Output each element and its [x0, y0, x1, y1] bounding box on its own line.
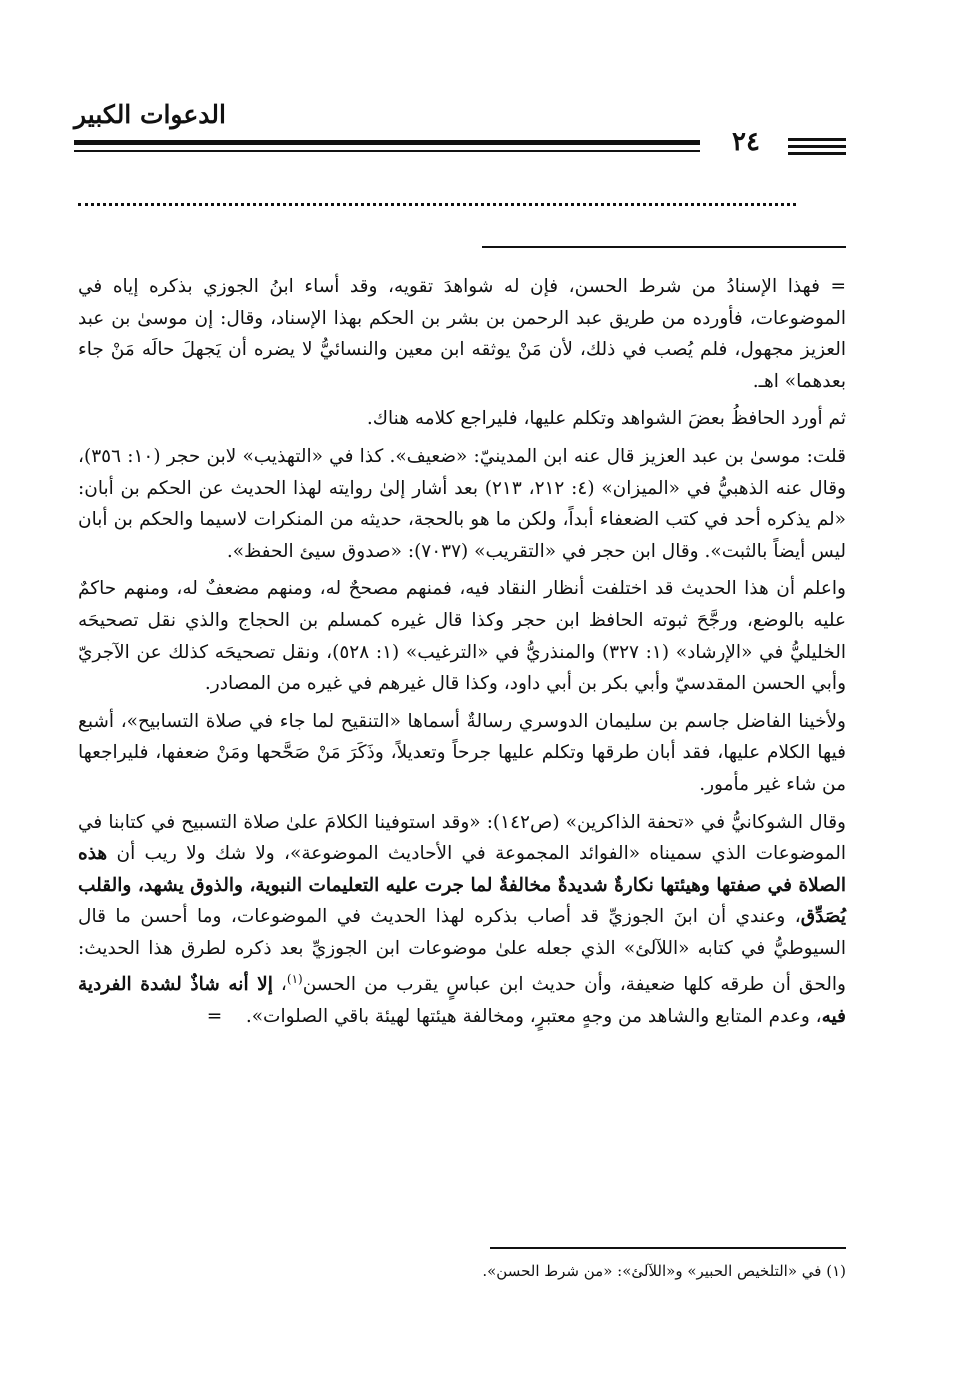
header-rule-left-thin — [74, 150, 700, 152]
paragraph-2: ثم أورد الحافظُ بعضَ الشواهد وتكلم عليها، فليراجع كلامه هناك. — [366, 408, 846, 430]
paragraph-1: = فهذا الإسنادُ من شرط الحسن، فإن له شواهدَ تقويه، وقد أساء ابنُ الجوزي بذكره إياه في الموضوعات، فأورده من طريق عبد الرحمن بن بشر بن الحكم بهذا الإسناد، وقال: إن موسىٰ بن عبد العزيز مجهول، فلم يُصب في ذلك، لأن مَنْ يوثقه ابن معين والنسائيُّ لا يضره أن يَجهلَ حالَه مَنْ جاء بعدهما» اهـ. — [78, 276, 846, 392]
paragraph-6-text-2: ، وعندي أن ابنَ الجوزيِّ قد أصاب بذكره لهذا الحديث في الموضوعات، وما أحسن ما قال السيوطيُّ في كتابه «اللآلئ» الذي جعله علىٰ موضوعات ابن الجوزيِّ بعد ذكره لطرق هذا الحديث: والحق أن طرقه كلها ضعيفة، وأن حديث ابن عباسٍ يقرب من الحسن — [78, 906, 846, 996]
paragraph-5: ولأخينا الفاضل جاسم بن سليمان الدوسري رسالةٌ أسماها «التنقيح لما جاء في صلاة التسابيح»، أشبع فيها الكلام عليها، فقد أبان طرقها وتكلم عليها جرحاً وتعديلاً، وذَكَرَ مَنْ صَحَّحها ومَنْ ضعفها، فليراجعها من شاء غير مأمور. — [78, 710, 846, 795]
page-number: ٢٤ — [732, 127, 760, 157]
dotted-separator — [78, 203, 796, 206]
header-rule-right-mid — [788, 145, 846, 148]
footnote-separator — [490, 1247, 846, 1249]
paragraph-6-text-4: ، وعدم المتابع والشاهد من وجهٍ معتبرٍ، ومخالفة هيئتها لهيئة باقي الصلوات». — [245, 1006, 822, 1028]
paragraph-6-text-1: وقال الشوكانيُّ في «تحفة الذاكرين» (ص١٤٢): «وقد استوفينا الكلامَ علىٰ صلاة التسبيح في كتابنا في الموضوعات الذي سميناه «الفوائد المجموعة في الأحاديث الموضوعة»، ولا شك ولا ريب أن — [78, 811, 846, 865]
paragraph-6-bold-2: إلا أنه شاذٌ لشدة الفردية فيه — [78, 974, 846, 1028]
footnote-reference: (١) — [286, 972, 303, 987]
header-rule-right-top — [788, 138, 846, 141]
paragraph-4: واعلم أن هذا الحديث قد اختلفت أنظار النقاد فيه، فمنهم مصححٌ له، ومنهم مضعفٌ له، ومنهم حاكمٌ عليه بالوضع، ورجَّحَ ثبوته الحافظ ابن حجر وكذا قال غيره كمسلم بن الحجاج والذي نقل تصحيحَه الخليليُّ في «الإرشاد» (١: ٣٢٧) والمنذريُّ في «الترغيب» (١: ٥٢٨)، ونقل تصحيحَه كذلك عن الآجريّ وأبي الحسن المقدسيّ وأبي بكر بن أبي داود، وكذا قال غيرهم في غيره من المصادر. — [78, 578, 846, 695]
paragraph-3: قلت: موسىٰ بن عبد العزيز قال عنه ابن المدينيّ: «ضعيف». كذا في «التهذيب» لابن حجر (١٠: ٣٥٦)، وقال عنه الذهبيُّ في «الميزان» (٤: ٢١٢، ٢١٣) بعد أشار إلىٰ روايته لهذا الحديث عن الحكم بن أبان: «لم يذكره أحد في كتب الضعفاء أبداً، ولكن ما هو بالحجة، حديثه من المنكرات لاسيما والحكم بن أبان ليس أيضاً بالثبت». وقال ابن حجر في «التقريب» (٧٠٣٧): «صدوق سيئ الحفظ». — [78, 445, 846, 562]
footnote-1: (١) في «التلخيص الحبير» و«اللآلئ»: «من شرط الحسن». — [482, 1262, 846, 1280]
paragraph-6-text-3: ، — [272, 974, 287, 996]
paragraph-6-bold-1: هذه الصلاة في صفتها وهيئتها نكارةٌ شديدةٌ مخالفةٌ لما جرت عليه التعليمات النبوية، والذوق يشهد، والقلب يُصَدِّق — [78, 843, 846, 928]
header-rule-right-bottom — [788, 152, 846, 155]
main-text — [78, 271, 846, 1039]
continuation-rule — [482, 246, 846, 248]
continuation-mark: = — [206, 1006, 223, 1028]
running-header-title: الدعوات الكبير — [74, 100, 226, 129]
header-rule-left-thick — [74, 140, 700, 145]
paragraph-6 — [78, 807, 846, 1033]
